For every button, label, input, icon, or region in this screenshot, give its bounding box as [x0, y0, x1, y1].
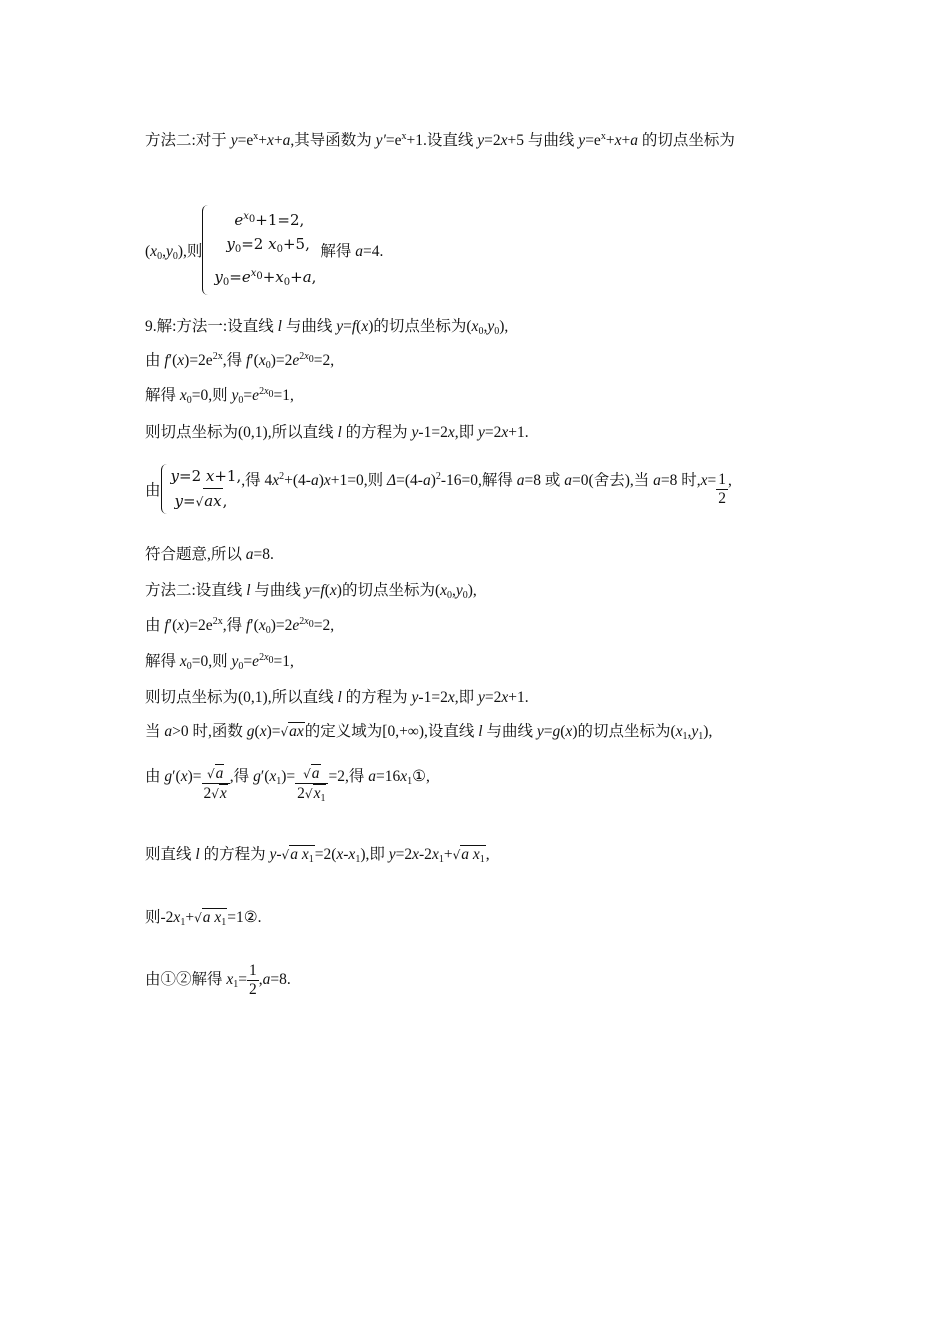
- solution-text-line: 9.解:方法一:设直线 l 与曲线 y=f(x)的切点坐标为$(x_0,y_0)$,: [145, 318, 509, 337]
- solution-text-line: 则$-2x_1+√a$ $x_1=1②$.: [145, 909, 262, 928]
- final-answer-line: 由①②解得 $x_1=$ $\frac{1}{2}$ ,a=8.: [145, 962, 291, 998]
- tangent-line-equation: 则直线 l 的方程为 y-√a $x_1=2(x-x_1)$,即 $y=2x-2x_1+√a$ $x_1$,: [145, 846, 490, 865]
- solution-text-line: 符合题意,所以 a=8.: [145, 546, 274, 563]
- solution-text-line: 解得 $x_0=0$,则 $y_0=e^{2x_0}=1$,: [145, 652, 294, 672]
- solution-text-line: 方法二:对于 $y=e^x+x+a$,其导函数为 $y'=e^x+1$.设直线 y=2x+5 与曲线 $y=e^x+x+a$ 的切点坐标为: [145, 131, 735, 149]
- solution-text-line: 当 a>0 时,函数 g(x)=√ax的定义域为[0,+∞),设直线 l 与曲线 y=g(x)的切点坐标为$(x_1,y_1)$,: [145, 723, 713, 742]
- equation-system-line: $(x_0,y_0)$,则 $e^{x_0}+1=2$, $y_0=2$ $x_0+5$, $y_0=e^{x_0}+x_0+a$, 解得 a=4.: [145, 205, 383, 295]
- solution-text-line: 方法二:设直线 l 与曲线 y=f(x)的切点坐标为$(x_0,y_0)$,: [145, 582, 477, 601]
- solution-text-line: 解得 $x_0=0$,则 $y_0=e^{2x_0}=1$,: [145, 386, 294, 406]
- equation-system: $e^{x_0}+1=2$, $y_0=2$ $x_0+5$, $y_0=e^{x_0}+x_0+a$,: [202, 205, 316, 295]
- equation-system-line: 由 y=2 x+1, y=√ax, ,得 $4x^2+(4-a)x+1=0$,则 $\Delta=(4-a)^2-16=0$,解得 a=8 或 a=0(舍去),当 a=8 时,x= $\frac{1}{2}$ ,: [145, 464, 732, 514]
- equation-system: y=2 x+1, y=√ax,: [161, 464, 242, 514]
- solution-text-line: 则切点坐标为(0,1),所以直线 l 的方程为 y-1=2x,即 y=2x+1.: [145, 424, 529, 441]
- solution-text-line: 则切点坐标为(0,1),所以直线 l 的方程为 y-1=2x,即 y=2x+1.: [145, 689, 529, 706]
- solution-text-line: 由 $f'(x)=2e^{2x}$,得 $f'(x_0)=2e^{2x_0}=2$,: [145, 616, 335, 636]
- derivative-line: 由 g′(x)= $\frac{√a}{2√x}$ ,得 $g'(x_1)=$ $\frac{√a}{2√x_1}$ =2,得 $a=16x_1①$,: [145, 765, 430, 804]
- solution-text-line: 由 $f'(x)=2e^{2x}$,得 $f'(x_0)=2e^{2x_0}=2$,: [145, 351, 335, 371]
